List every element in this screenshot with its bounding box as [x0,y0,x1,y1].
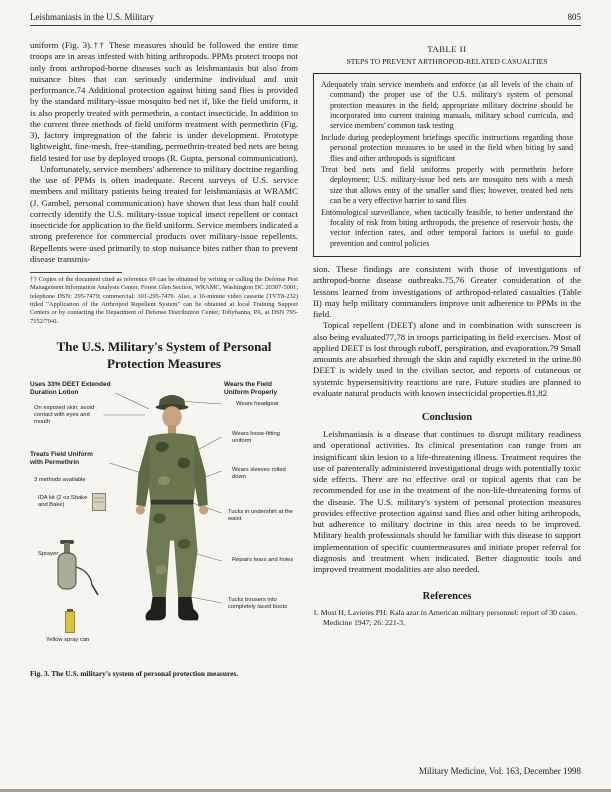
table-box [313,73,581,257]
figure-label-exposed-skin: On exposed skin; avoid contact with eyes and mouth [34,404,95,426]
figure-label-deet-lotion: Uses 33% DEET Extended Duration Lotion [30,380,111,396]
figure-label-headgear: Wears headgear [236,400,279,407]
journal-line: Military Medicine, Vol. 163, December 1998 [418,766,581,776]
soldier-illustration [126,385,218,640]
running-title: Leishmaniasis in the U.S. Military [30,12,154,22]
right-column [313,40,581,678]
figure-label-trousers: Tucks trousers into completely laced boots [228,596,287,610]
figure-label-sleeves: Wears sleeves rolled down [232,466,286,480]
footnote-rule [30,272,122,273]
body-paragraph: Unfortunately, service members' adherence to military doctrine regarding the use of PPMs is often inadequate. Recent surveys of U.S. service members and military patients being treated for leishmaniasis at WRAMC (J. Gambel, personal communication) have shown that less than half could correctly identify the U.S. military-issue topical insect repellent or contact insecticide for application to the field uniform. Service members indicated a strong preference for commercial products over military-issue repellents. Repellents were used primarily to stop nuisance bites rather than to prevent disease transmis- [30,163,298,264]
table-title: STEPS TO PREVENT ARTHROPOD-RELATED CASUALTIES [346,57,548,66]
table-item: Treat bed nets and field uniforms properly with permethrin before deployment; U.S. military-issue bed nets are mosquito nets with a mesh size that allows entry of the smaller sand flies; however, treated bed nets can be a very effective barrier to sand flies [321,164,573,206]
figure-caption: Fig. 3. The U.S. military's system of personal protection measures. [30,668,239,678]
reference-item: 1. Most H, Lavietes PH: Kala azar in American military personnel: report of 30 cases. Medicine 1947; 26: 221-3. [313,608,578,628]
two-column-layout [30,40,581,678]
figure-label-field-uniform: Wears the Field Uniform Properly [224,380,278,396]
header-rule [30,25,581,26]
figure-label-undershirt: Tucks in undershirt at the waist [228,508,293,522]
body-paragraph: uniform (Fig. 3).†† These measures should be followed the entire time troops are in areas infested with biting arthropods. PPMs protect troops not only from arthropod-borne diseases such as leishmaniasis but also from nuisance bites that can seriously undermine individual and unit performance.74 Additional protection against biting sand flies is provided by the standard military-issue mosquito bed net if, like the field uniform, it is also properly treated with permethrin, a contact insecticide. In addition to the current three methods of field uniform treatment with permethrin (Fig. 3), factory impregnation of the fabric is under development. Prototype lightweight, fine-mesh, free-standing, permethrin-treated bed nets are being field tested for use by deployed troops (R. Gupta, personal communication). [30,40,298,163]
figure-label-sprayer: Sprayer [38,550,59,557]
references-heading: References [422,591,472,603]
ida-kit-illustration [92,493,106,511]
left-column [30,40,298,678]
table-number: TABLE II [427,44,467,54]
table-item: Entomological surveillance, when tactically feasible, to better understand the focality of risk from biting arthropods, the presence of reservoir hosts, the vector infection rates, and other temporal factors is useful to guide prevention and control policies [321,207,573,248]
footnote: †† Copies of the document cited as reference 69 can be obtained by writing or calling the Defense Pest Management Information Analysis Center, Forest Glen Section, WRAMC, Washington DC 20307-5001; telephone DSN: 295-7479; commercial: 301-295-7479. Also, a 16-minute video cassette (TVT8-232) titled "Application of the Arthropod Repellent System" can be obtained at local Training Support Centers or by contacting the Department of Defense Distribution Center, Tobyhanna, PA, at DSN 795-7152/7941. [30,276,298,325]
body-paragraph: sion. These findings are consistent with those of investigations of arthropod-borne disease outbreaks.75,76 Greater consideration of the lessons learned from investigations of arthropod-related casualties (Table II) may help military commanders improve unit adherence to PPMs in the field. [313,264,581,320]
table-item: Include during predeployment briefings specific instructions regarding those personal protection measures to be used in the field when biting by sand flies and other arthropods is significant [321,132,573,163]
body-paragraph: Topical repellent (DEET) alone and in combination with sunscreen is also being evaluated77,78 in troops participating in field exercises. Most of applied DEET is lost through ruboff, perspiration, and evaporation.79 Small amounts are absorbed through the skin and rapidly excreted in the urine.80 DEET is widely used in the civilian sector, and reports of cutaneous or systemic hypersensitivity reactions are rare. Future studies are planned to evaluate natural products with known insecticidal properties.81,82 [313,320,581,398]
figure-label-ida-kit: IDA kit (2 oz Shake and Bake) [38,494,88,508]
figure-label-spray-can: Yellow spray can [46,636,90,643]
figure-heading: The U.S. Military's System of Personal Protection Measures [56,338,272,371]
conclusion-paragraph: Leishmaniasis is a disease that continues to disrupt military readiness and operational activities. Its clinical presentation can range from an insignificant skin lesion to a life-threatening illness. Treatment requires the use of parenterally administered investigational drugs with potentially toxic side effects. There are no effective oral or topical agents that can be recommended for use in the treatment of the non-life-threatening forms of the disease. The U.S. military's system of personal protection measures provides effective protection against sand flies and other biting arthropods, but adherence to military doctrine in this area needs to be improved. Military health professionals should be familiar with this disease to support implementation of specific countermeasures and initiate proper referral for diagnosis and treatment when indicated. Better diagnostic tools and improved treatment modalities are also needed. [313,429,581,575]
page-number: 805 [567,12,581,22]
conclusion-heading: Conclusion [421,412,473,424]
figure-label-treat-uniform: Treats Field Uniform with Permethrin [30,450,93,466]
figure-3 [30,379,298,664]
figure-label-repairs: Repairs tears and holes [232,556,294,563]
figure-label-methods: 3 methods available [34,476,86,483]
figure-label-loose-uniform: Wears loose-fitting uniform [232,430,280,444]
page-footer [419,766,581,776]
table-item: Adequately train service members and enforce (at all levels of the chain of command) the proper use of the U.S. military's system of personal protection measures in the field; appropriate military doctrine should be incorporated into current training manuals, military school curricula, and service members' common task testing [321,79,573,131]
sprayer-illustration [54,537,100,599]
page-header [30,12,581,22]
spray-can-illustration [64,607,76,634]
